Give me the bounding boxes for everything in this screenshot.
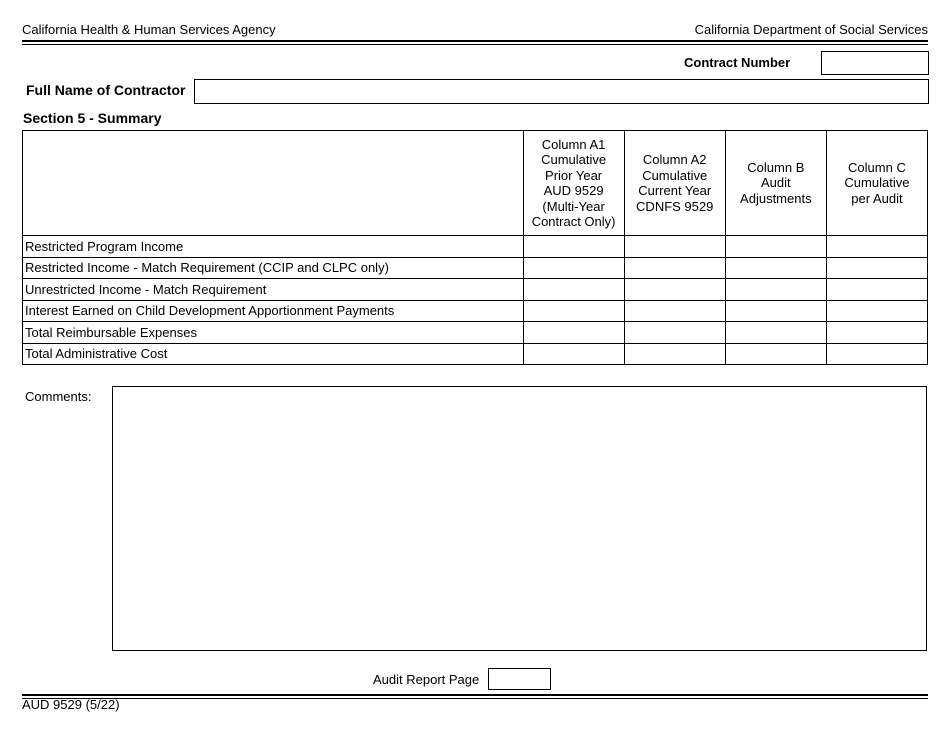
agency-name-right: California Department of Social Services (694, 22, 928, 37)
table-row (23, 343, 928, 365)
column-a2-header: Column A2 Cumulative Current Year CDNFS 9529 (624, 131, 725, 236)
column-b-header: Column B Audit Adjustments (725, 131, 826, 236)
input-cell[interactable] (624, 322, 725, 344)
input-cell[interactable] (725, 257, 826, 279)
form-id: AUD 9529 (5/22) (22, 697, 120, 712)
row-label: Total Reimbursable Expenses (23, 322, 524, 344)
header-blank-cell (23, 131, 524, 236)
input-cell[interactable] (826, 236, 927, 258)
summary-table (22, 130, 928, 365)
input-cell[interactable] (523, 257, 624, 279)
table-row (23, 322, 928, 344)
input-cell[interactable] (624, 343, 725, 365)
header-rule-thick (22, 40, 928, 42)
input-cell[interactable] (826, 322, 927, 344)
footer-rule-thick (22, 694, 928, 696)
input-cell[interactable] (725, 300, 826, 322)
input-cell[interactable] (523, 300, 624, 322)
row-label: Interest Earned on Child Development Apportionment Payments (23, 300, 524, 322)
footer-rule-thin (22, 698, 928, 699)
input-cell[interactable] (826, 279, 927, 301)
row-label: Unrestricted Income - Match Requirement (23, 279, 524, 301)
input-cell[interactable] (523, 322, 624, 344)
input-cell[interactable] (725, 279, 826, 301)
input-cell[interactable] (826, 343, 927, 365)
input-cell[interactable] (725, 322, 826, 344)
contract-number-label: Contract Number (684, 55, 791, 70)
row-label: Restricted Program Income (23, 236, 524, 258)
input-cell[interactable] (826, 257, 927, 279)
table-row (23, 279, 928, 301)
agency-name-left: California Health & Human Services Agency (22, 22, 276, 37)
column-c-header: Column C Cumulative per Audit (826, 131, 927, 236)
input-cell[interactable] (624, 300, 725, 322)
audit-report-page-label: Audit Report Page (373, 672, 480, 687)
comments-label: Comments: (25, 389, 92, 404)
contractor-name-label: Full Name of Contractor (26, 82, 186, 98)
input-cell[interactable] (624, 257, 725, 279)
contractor-name-field[interactable] (194, 79, 929, 104)
table-header-row (23, 131, 928, 236)
input-cell[interactable] (523, 279, 624, 301)
table-row (23, 300, 928, 322)
comments-field[interactable] (112, 386, 927, 651)
section-title: Section 5 - Summary (23, 110, 162, 126)
table-row (23, 236, 928, 258)
input-cell[interactable] (624, 279, 725, 301)
column-a1-header: Column A1 Cumulative Prior Year AUD 9529 (Multi-Year Contract Only) (523, 131, 624, 236)
input-cell[interactable] (523, 343, 624, 365)
row-label: Restricted Income - Match Requirement (CCIP and CLPC only) (23, 257, 524, 279)
input-cell[interactable] (725, 343, 826, 365)
table-row (23, 257, 928, 279)
contract-number-field[interactable] (821, 51, 929, 75)
input-cell[interactable] (624, 236, 725, 258)
header-rule-thin (22, 44, 928, 45)
row-label: Total Administrative Cost (23, 343, 524, 365)
input-cell[interactable] (826, 300, 927, 322)
audit-report-page-field[interactable] (488, 668, 551, 690)
input-cell[interactable] (725, 236, 826, 258)
input-cell[interactable] (523, 236, 624, 258)
